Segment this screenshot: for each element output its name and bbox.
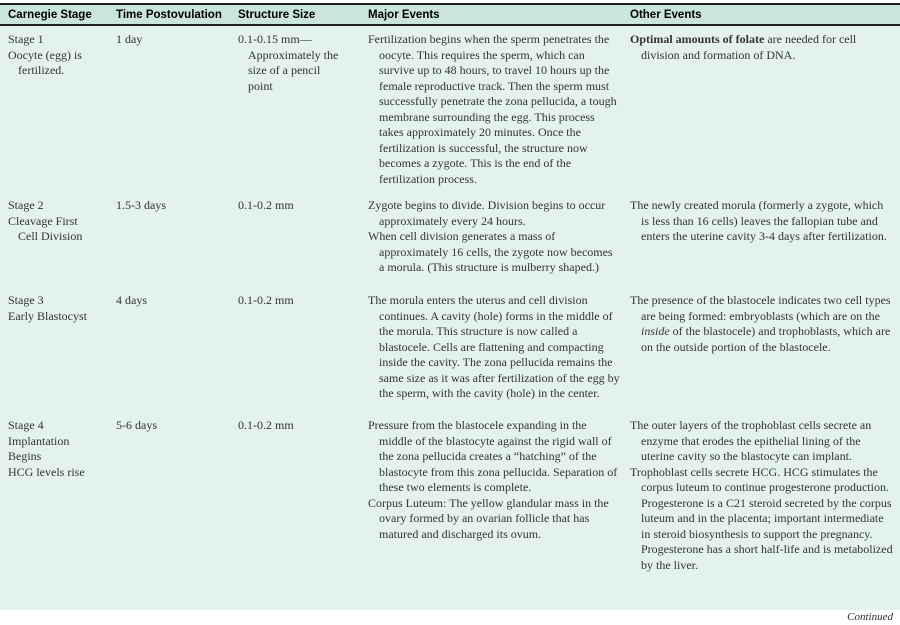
cell-time-postovulation [116, 418, 238, 434]
size-line: size of a pencil [248, 63, 321, 77]
cell-carnegie-stage [8, 32, 116, 79]
cell-major-events [368, 198, 630, 276]
other-events-paragraph: Trophoblast cells secrete HCG. HCG stimulates the corpus luteum to continue progesterone production. Progesterone is a C21 steroid secreted by the corpus luteum and in the placenta; important intermediate in steroid biosynthesis to support the pregnancy. Progesterone has a short half-life and is metabolized by the liver. [630, 464, 893, 572]
other-events-paragraph [630, 32, 893, 63]
cell-major-events [368, 32, 630, 187]
other-events-text: The presence of the blastocele indicates two cell types are being formed: embryoblasts (which are on the [630, 293, 891, 323]
major-events-paragraph: Pressure from the blastocele expanding in the middle of the blastocyte against the rigid wall of the zona pellucida creates a “hatching” of the blastocyte from this zona pellucida. Separation of these two elements is complete. [368, 418, 618, 494]
stage-line: Stage 4 [8, 418, 44, 432]
time-value: 1.5-3 days [116, 198, 166, 212]
time-value: 1 day [116, 32, 143, 46]
stage-line: Oocyte (egg) is [8, 47, 82, 62]
size-line: Approximately the [248, 47, 339, 62]
cell-structure-size [238, 198, 368, 214]
column-header-major-events: Major Events [368, 8, 440, 21]
size-line: 0.1-0.2 mm [238, 293, 294, 307]
column-header-structure-size: Structure Size [238, 8, 316, 21]
cell-time-postovulation [116, 293, 238, 309]
stage-line: Cleavage First [8, 213, 78, 228]
table-header-row [0, 5, 900, 24]
other-events-paragraph: The outer layers of the trophoblast cells secrete an enzyme that erodes the epithelial lining of the uterine cavity so the blastocyte can implant. [630, 418, 872, 463]
continued-note [0, 610, 900, 625]
stage-line: Stage 3 [8, 293, 44, 307]
table-row-stage-1 [0, 32, 900, 198]
table-row-stage-4 [0, 418, 900, 610]
stage-line: fertilized. [18, 63, 65, 77]
table-body [0, 26, 900, 610]
stage-line: HCG levels rise [8, 464, 85, 479]
other-events-text: of the blastocele) and trophoblasts, which are on the outside portion of the blastocele. [641, 324, 891, 354]
folate-bold-text: Optimal amounts of folate [630, 32, 765, 46]
cell-structure-size [238, 418, 368, 434]
other-events-paragraph [630, 293, 893, 355]
continued-label: Continued [847, 611, 893, 623]
stage-line: Cell Division [18, 229, 83, 243]
cell-other-events [630, 293, 895, 355]
major-events-paragraph: When cell division generates a mass of approximately 16 cells, the zygote now becomes a morula. (This structure is mulberry shaped.) [368, 229, 613, 274]
column-header-other-events: Other Events [630, 8, 702, 21]
size-line: 0.1-0.15 mm— [238, 32, 312, 46]
cell-other-events [630, 418, 895, 573]
time-value: 5-6 days [116, 418, 157, 432]
cell-other-events [630, 32, 895, 63]
stage-line: Begins [8, 449, 42, 463]
cell-major-events [368, 418, 630, 542]
cell-major-events [368, 293, 630, 402]
cell-carnegie-stage [8, 418, 116, 480]
cell-other-events [630, 198, 895, 245]
column-header-carnegie-stage: Carnegie Stage [8, 8, 92, 21]
cell-carnegie-stage [8, 293, 116, 324]
stage-line: Implantation [8, 433, 70, 448]
stage-line: Stage 2 [8, 198, 44, 212]
major-events-paragraph: Corpus Luteum: The yellow glandular mass in the ovary formed by an ovarian follicle that has matured and discharged its ovum. [368, 495, 609, 541]
size-line: point [248, 78, 273, 93]
cell-time-postovulation [116, 198, 238, 214]
size-line: 0.1-0.2 mm [238, 198, 294, 212]
table-row-stage-3 [0, 293, 900, 418]
other-events-paragraph: The newly created morula (formerly a zygote, which is less than 16 cells) leaves the fallopian tube and enters the uterine cavity 3-4 days after fertilization. [630, 198, 887, 243]
stage-line: Early Blastocyst [8, 308, 87, 323]
major-events-paragraph: Zygote begins to divide. Division begins to occur approximately every 24 hours. [368, 198, 606, 228]
major-events-paragraph: Fertilization begins when the sperm penetrates the oocyte. This requires the sperm, which can survive up to 48 hours, to travel 10 hours up the female reproductive track. Then the sperm must successfully penetrate the zona pellucida, a tough membrane surrounding the egg. This process takes approximately 20 minutes. Once the fertilization is successful, the structure now becomes a zygote. This is the end of the fertilization process. [368, 32, 617, 186]
cell-time-postovulation [116, 32, 238, 48]
time-value: 4 days [116, 293, 147, 307]
other-events-text: are needed for cell division and formation of DNA. [641, 32, 857, 62]
cell-carnegie-stage [8, 198, 116, 245]
cell-structure-size [238, 32, 368, 94]
inside-italic-text: inside [641, 324, 670, 338]
column-header-time-postovulation: Time Postovulation [116, 8, 222, 21]
major-events-paragraph: The morula enters the uterus and cell division continues. A cavity (hole) forms in the middle of the morula. This structure is now called a blastocele. Cells are flattening and compacting inside the cavity. The zona pellucida remains the same size as it was after fertilization of the egg by the sperm, with the cavity (hole) in the center. [368, 293, 620, 400]
size-line: 0.1-0.2 mm [238, 418, 294, 432]
stage-line: Stage 1 [8, 32, 44, 46]
table-row-stage-2 [0, 198, 900, 293]
cell-structure-size [238, 293, 368, 309]
